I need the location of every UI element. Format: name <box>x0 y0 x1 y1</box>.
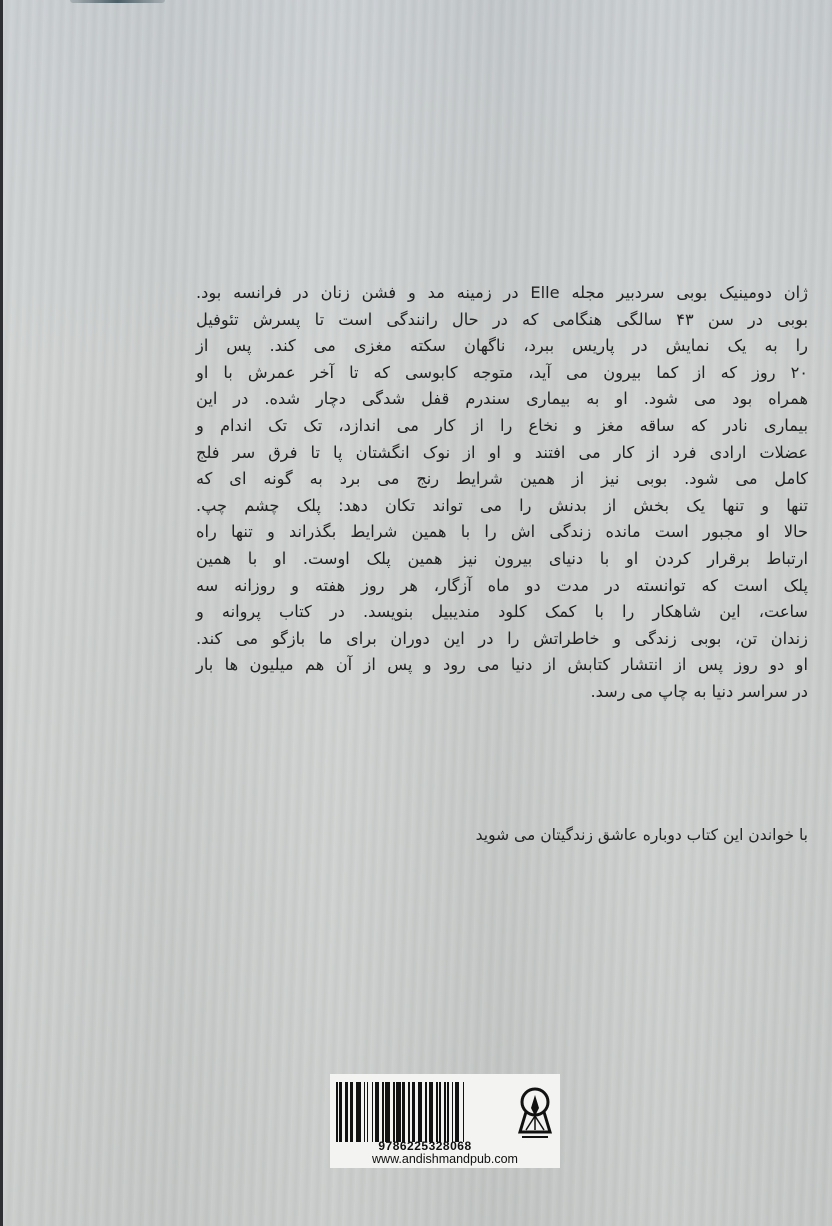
barcode-bar <box>372 1082 374 1142</box>
barcode-bar <box>393 1082 395 1142</box>
barcode-bar <box>455 1082 460 1142</box>
blurb-line: او دو روز پس از انتشار کتابش از دنیا می رود و پس از آن هم میلیون ها بار <box>196 655 808 675</box>
barcode-bar <box>402 1082 405 1142</box>
blurb-line: حالا او مجبور است مانده زندگی اش را با همین شرایط بگذراند و تنها راه <box>196 522 808 542</box>
blurb-line: ژان دومینیک بوبی سردبیر مجله Elle در زمینه مد و فشن زنان در فرانسه بود. <box>196 283 808 302</box>
isbn-number: 9786225328068 <box>378 1139 472 1153</box>
blurb-line: کامل می شود. بوبی نیز از همین شرایط رنج می برد به گونه ای که <box>196 469 808 489</box>
blurb-line: تنها و تنها یک بخش از بدنش را می تواند تکان دهد: پلک چشم چپ. <box>196 495 808 515</box>
barcode-bar <box>444 1082 446 1142</box>
barcode-bar <box>418 1082 423 1142</box>
barcode-bar <box>375 1082 380 1142</box>
barcode-bar <box>452 1082 454 1142</box>
barcode-bar <box>364 1082 366 1142</box>
barcode-bar <box>439 1082 441 1142</box>
barcode-bar <box>447 1082 449 1142</box>
blurb-line: ارتباط برقرار کردن او با دنیای بیرون نیز همین پلک اوست. او با همین <box>196 548 808 568</box>
blurb-line: ۲۰ روز که از کما بیرون می آید، متوجه کابوسی که تا آخر عمرش با او <box>196 362 808 382</box>
barcode-bar <box>339 1082 342 1142</box>
blurb-line: بیماری نادر که ساقه مغز و نخاع را از کار می اندازد، تک تک اندام و <box>196 415 808 435</box>
blurb-line: پلک است که توانسته در مدت دو ماه آزگار، هر روز هفته و روزانه سه <box>196 575 808 595</box>
publisher-url: www.andishmandpub.com <box>372 1152 518 1166</box>
blurb-line: زندان تن، بوبی زندگی و خاطراتش را در این دوران برای ما بازگو می کند. <box>196 628 808 648</box>
barcode-bar <box>429 1082 434 1142</box>
blurb-line: در سراسر دنیا به چاپ می رسد. <box>590 681 808 701</box>
barcode-bar <box>367 1082 369 1142</box>
barcode-bars <box>336 1082 508 1142</box>
barcode-bar <box>350 1082 353 1142</box>
tagline: با خواندن این کتاب دوباره عاشق زندگیتان می شوید <box>475 826 808 844</box>
barcode-bar <box>436 1082 438 1142</box>
barcode-label <box>330 1074 560 1168</box>
barcode-bar <box>336 1082 338 1142</box>
cover-left-edge <box>0 0 3 1226</box>
blurb-line: را به یک نمایش در پاریس ببرد، ناگهان سکته مغزی می کند. پس از <box>196 336 808 356</box>
barcode-bar <box>356 1082 361 1142</box>
cover-top-mark <box>70 0 165 3</box>
blurb-line: ساعت، این شاهکار را با کمک کلود مندیبیل بنویسد. در کتاب پروانه و <box>196 602 808 622</box>
barcode-bar <box>385 1082 390 1142</box>
barcode-bar <box>425 1082 427 1142</box>
barcode-bar <box>408 1082 410 1142</box>
barcode-bar <box>463 1082 465 1142</box>
blurb-line: عضلات ارادی فرد از کار می افتند و او از نوک انگشتان پا تا فرق سر فلج <box>196 442 808 462</box>
blurb-line: بوبی در سن ۴۳ سالگی هنگامی که در حال رانندگی است تا پسرش تئوفیل <box>196 309 809 329</box>
barcode-bar <box>345 1082 348 1142</box>
barcode-bar <box>396 1082 401 1142</box>
blurb-text <box>196 280 808 706</box>
barcode-bar <box>412 1082 415 1142</box>
publisher-logo-icon <box>516 1086 554 1142</box>
barcode-bar <box>382 1082 384 1142</box>
blurb-line: همراه بود می شود. او به بیماری سندرم قفل شدگی دچار شده. در این <box>196 389 808 409</box>
